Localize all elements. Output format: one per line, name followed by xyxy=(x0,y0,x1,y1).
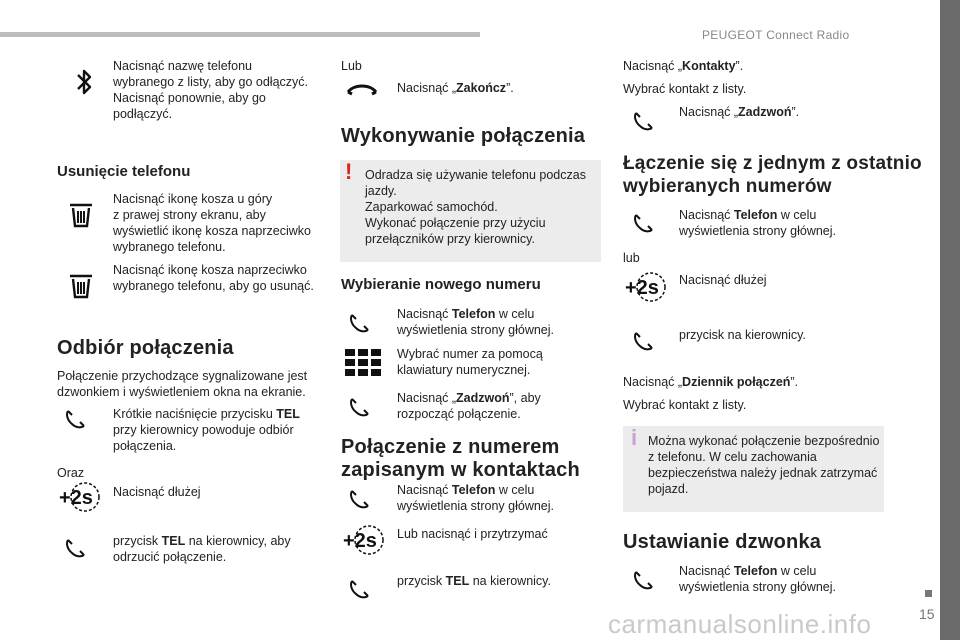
page-marker xyxy=(925,590,932,597)
choose-contact-text: Wybrać kontakt z listy. xyxy=(623,398,747,412)
page-number: 15 xyxy=(919,606,935,622)
section-heading-ustawianie: Ustawianie dzwonka xyxy=(623,531,822,553)
top-rule xyxy=(0,32,480,37)
handset-icon xyxy=(64,408,86,435)
handset-icon xyxy=(348,488,370,515)
warning-text: Odradza się używanie telefonu podczas jazdy. Zaparkować samochód. Wykonać połączenie przy użyciu przełączników przy kierownicy. xyxy=(365,168,586,246)
section-heading-wybieranie: Wybieranie nowego numeru xyxy=(341,276,541,293)
handset-icon xyxy=(348,312,370,339)
call2-text: Nacisnąć „Zadzwoń”. xyxy=(679,105,800,119)
hangup-text: Nacisnąć „Zakończ”. xyxy=(397,81,514,95)
section-heading-odbior: Odbiór połączenia xyxy=(57,337,234,359)
hold-text: Lub nacisnąć i przytrzymać xyxy=(397,527,548,541)
odbior-intro: Połączenie przychodzące sygnalizowane jest dzwonkiem i wyświetleniem okna na ekranie. xyxy=(57,369,308,399)
svg-text:+2s: +2s xyxy=(343,530,377,552)
long-press-2s-icon xyxy=(57,482,101,517)
handset-icon xyxy=(632,330,654,357)
trash-icon xyxy=(68,273,94,304)
handset-icon xyxy=(348,396,370,423)
trash2-text: Nacisnąć ikonę kosza naprzeciwko wybranego telefonu, aby go usunąć. xyxy=(113,263,314,293)
steer-btn-text: przycisk na kierownicy. xyxy=(679,328,806,342)
section-heading-usuniecie: Usunięcie telefonu xyxy=(57,163,191,180)
warning-note xyxy=(340,160,601,262)
keypad-text: Wybrać numer za pomocą klawiatury numerycznej. xyxy=(397,347,543,377)
tel4-text: Nacisnąć Telefon w celu wyświetlenia strony głównej. xyxy=(679,564,837,594)
watermark: carmanualsonline.info xyxy=(608,609,872,639)
section-heading-kontakt: Połączenie z numerem zapisanym w kontaktach xyxy=(341,436,580,481)
bt-text: Nacisnąć nazwę telefonu wybranego z listy, aby go odłączyć. Nacisnąć ponownie, aby go podłączyć. xyxy=(113,59,309,121)
long-press-text: Nacisnąć dłużej xyxy=(113,485,201,499)
section-heading-ostatnie: Łączenie się z jednym z ostatnio wybieranych numerów xyxy=(623,153,922,197)
handset-icon xyxy=(632,110,654,137)
header-title: PEUGEOT Connect Radio xyxy=(702,28,850,42)
tel1-text: Nacisnąć Telefon w celu wyświetlenia strony głównej. xyxy=(397,307,555,337)
handset-icon xyxy=(632,212,654,239)
svg-text:+2s: +2s xyxy=(625,277,659,299)
keypad-icon xyxy=(345,349,381,382)
info-icon: i xyxy=(631,425,638,450)
bluetooth-icon xyxy=(76,68,92,101)
call1-text: Nacisnąć „Zadzwoń”, aby rozpocząć połączenie. xyxy=(397,391,541,421)
dziennik-text: Nacisnąć „Dziennik połączeń”. xyxy=(623,375,799,389)
reject-text: przycisk TEL na kierownicy, aby odrzucić połączenie. xyxy=(113,534,291,564)
kontakty-text: Nacisnąć „Kontakty”. xyxy=(623,59,744,73)
trash-icon xyxy=(68,202,94,233)
section-heading-wykonywanie: Wykonywanie połączenia xyxy=(341,125,586,147)
trash1-text: Nacisnąć ikonę kosza u góry z prawej strony ekranu, aby wyświetlić ikonę kosza naprzeciwko wybranego telefonu. xyxy=(113,192,311,254)
oraz-label: Oraz xyxy=(57,466,85,480)
hang-up-icon xyxy=(346,82,378,101)
svg-text:+2s: +2s xyxy=(59,487,93,509)
side-tab xyxy=(940,0,960,640)
warning-icon: ! xyxy=(345,159,353,184)
info-note xyxy=(623,426,884,512)
lub-label: Lub xyxy=(341,59,362,73)
lub-label: lub xyxy=(623,251,640,265)
tel2-text: Nacisnąć Telefon w celu wyświetlenia strony głównej. xyxy=(397,483,555,513)
handset-icon xyxy=(348,578,370,605)
long-press-text: Nacisnąć dłużej xyxy=(679,273,767,287)
info-text: Można wykonać połączenie bezpośrednio z telefonu. W celu zachowania bezpieczeństwa należy jednak zatrzymać pojazd. xyxy=(648,434,880,496)
handset-icon xyxy=(632,569,654,596)
long-press-2s-icon xyxy=(341,525,385,560)
tel-btn-text: przycisk TEL na kierownicy. xyxy=(397,574,551,588)
short-press-text: Krótkie naciśnięcie przycisku TEL przy kierownicy powoduje odbiór połączenia. xyxy=(113,407,300,453)
long-press-2s-icon xyxy=(623,272,667,307)
tel3-text: Nacisnąć Telefon w celu wyświetlenia strony głównej. xyxy=(679,208,837,238)
handset-icon xyxy=(64,537,86,564)
choose-contact-text: Wybrać kontakt z listy. xyxy=(623,82,747,96)
